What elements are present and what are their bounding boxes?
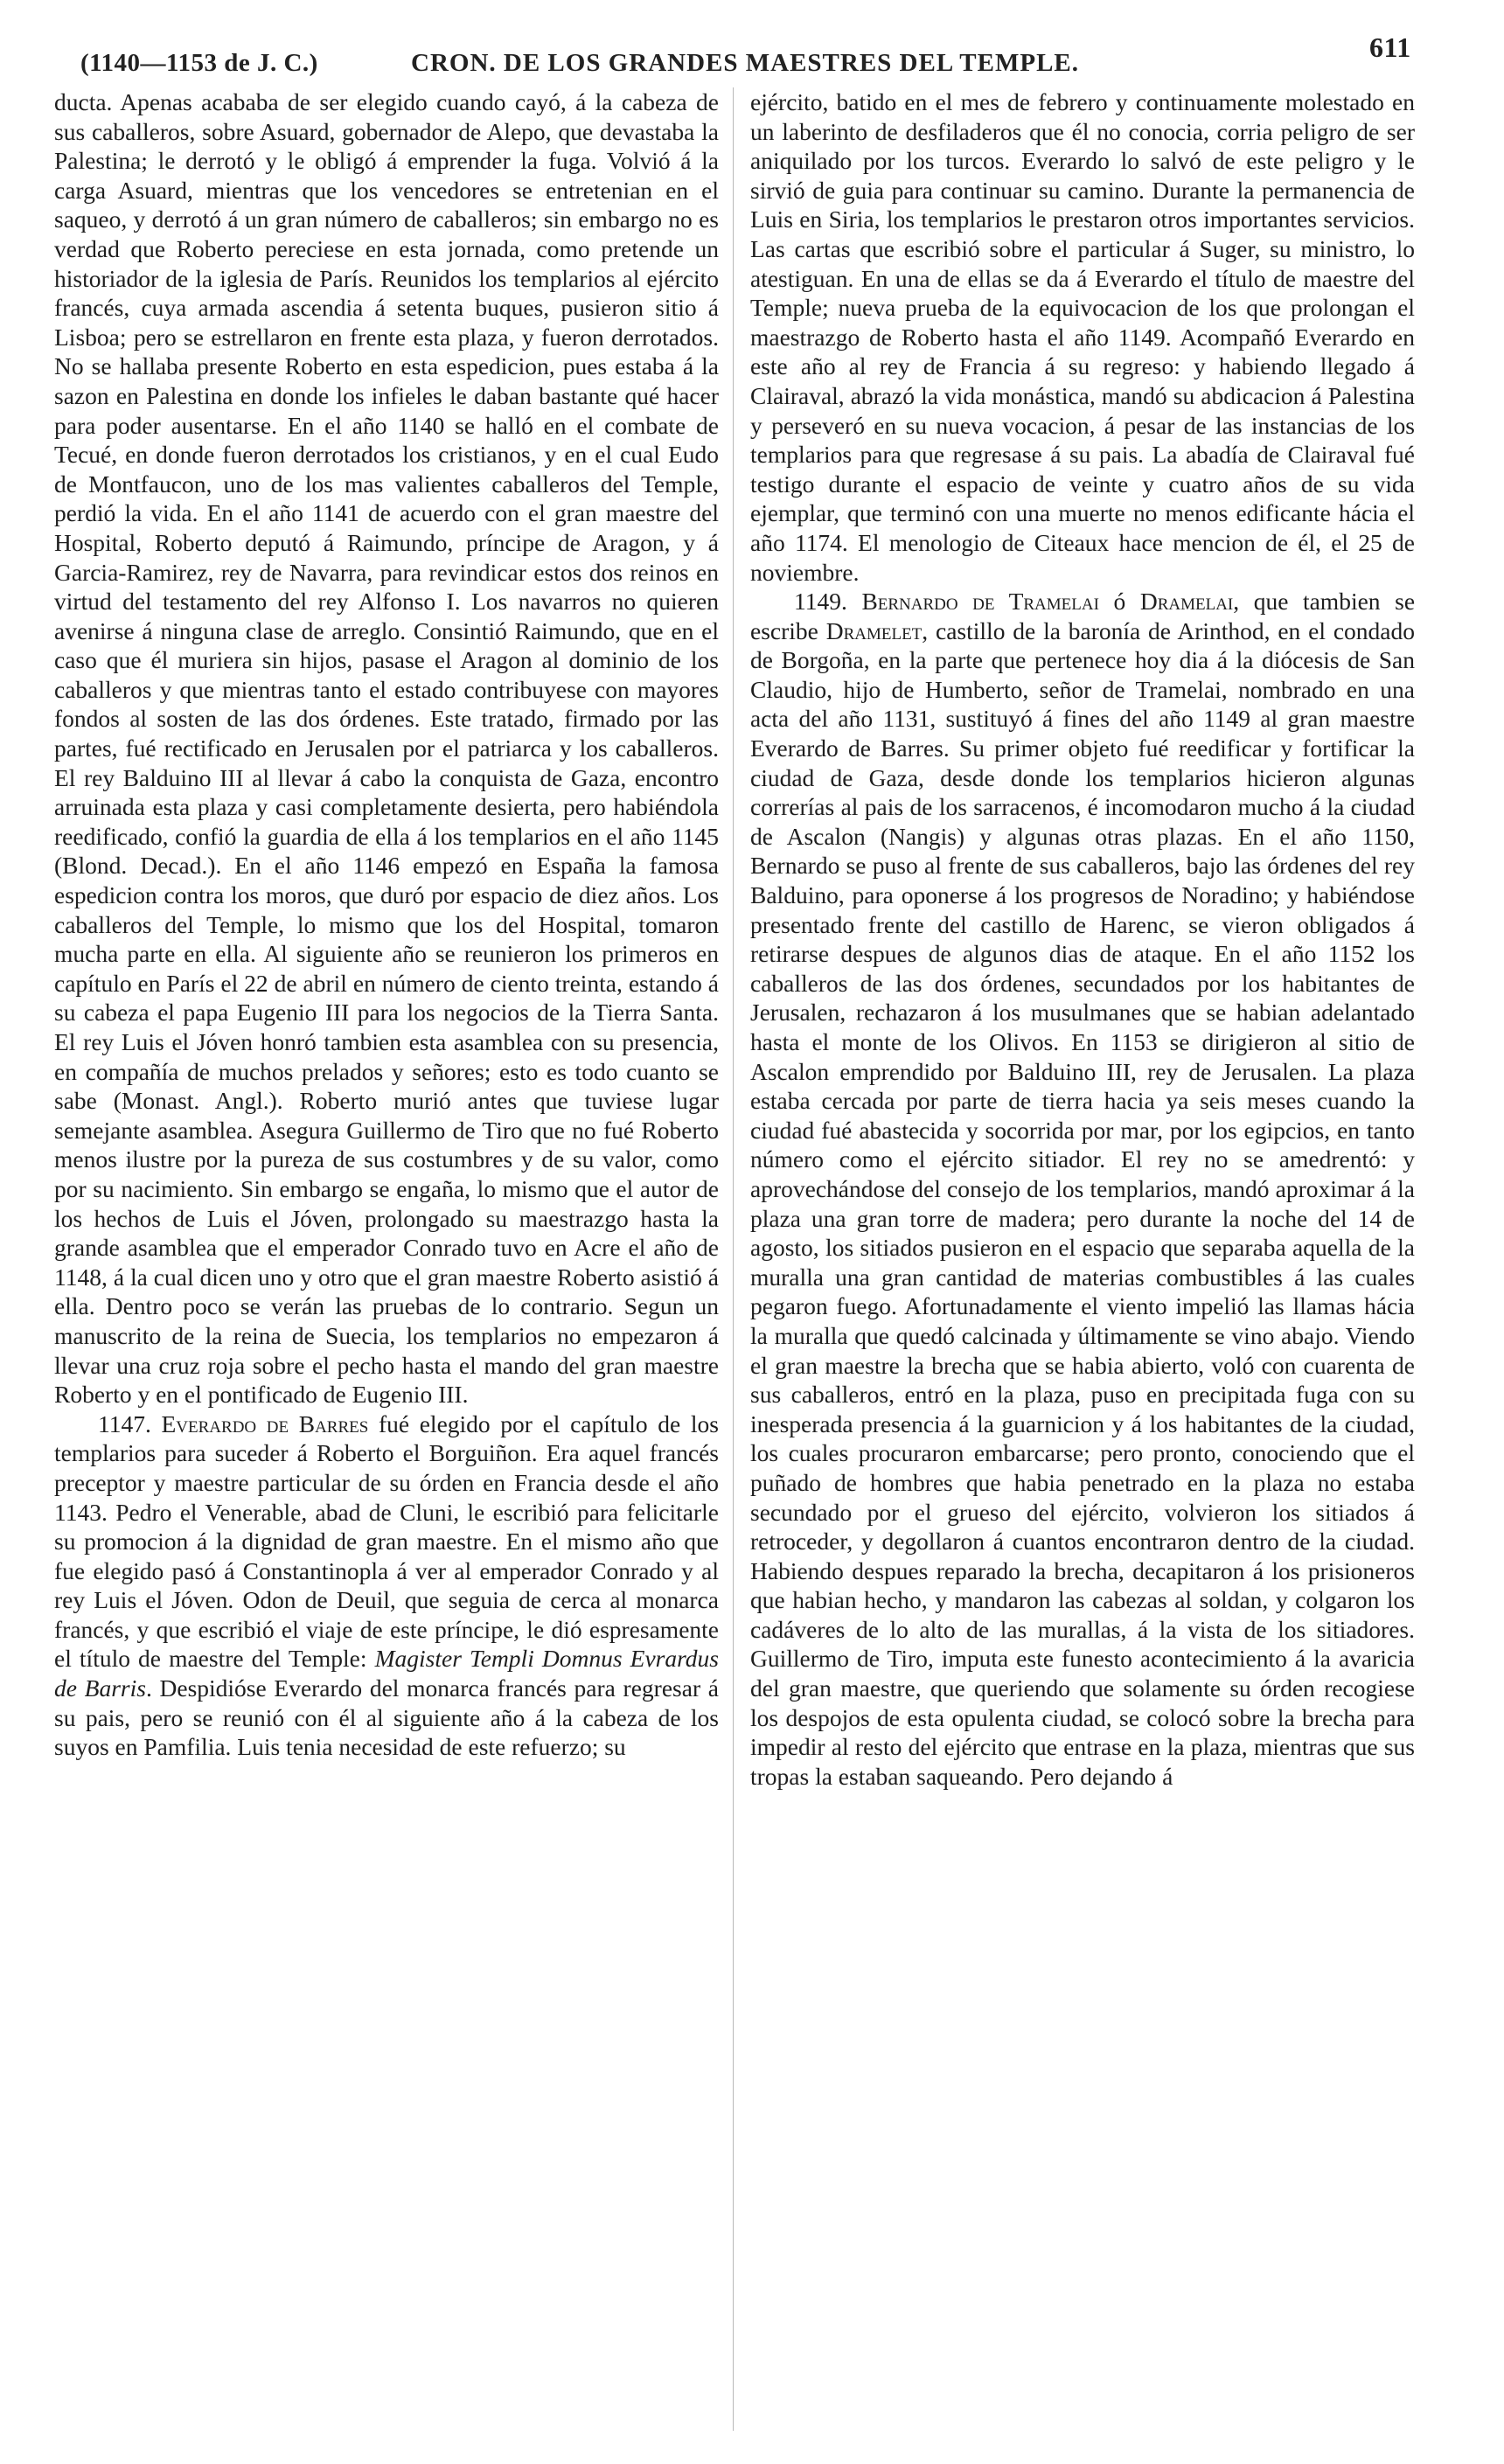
grand-master-name: Bernardo de Tramelai bbox=[861, 588, 1099, 616]
name-variant: Dramelet bbox=[825, 616, 923, 644]
latin-quote: Magister Templi Domnus Evrardus de Barris bbox=[54, 1645, 719, 1702]
paragraph-everard-continued: ejército, batido en el mes de febrero y continuamente molestado en un laberinto de desfiladeros que él no conocia, corria peligro de ser aniquilado por los turcos. Everardo lo salvó de este peligro y le sirvió de guia para continuar su camino. Durante la permanencia de Luis en Siria, los templarios le prestaron otros importantes servicios. Las cartas que escribió sobre el particular á Suger, su ministro, lo atestiguan. En una de ellas se da á Everardo el título de maestre del Temple; nueva prueba de la equivocacion de los que prolongan el maestrazgo de Roberto hasta el año 1149. Acompañó Everardo en este año al rey de Francia á su regreso: y habiendo llegado á Clairaval, abrazó la vida monástica, mandó su abdicacion á Palestina y perseveró en su nueva vocacion, á pesar de las instancias de los templarios para que regresase á su pais. La abadía de Clairaval fué testigo durante el espacio de veinte y cuatro años de su vida ejemplar, que terminó con una muerte no menos edificante hácia el año 1174. El menologio de Citeaux hace mencion de él, el 25 de noviembre. bbox=[750, 88, 1415, 586]
paragraph-text: . Despidióse Everardo del monarca francés para regresar á su pais, pero se reunió con él al siguiente año á la cabeza de los suyos en Pamfilia. Luis tenia necesidad de este refuerzo; su bbox=[54, 1674, 719, 1761]
running-head-dates: (1140—1153 de J. C.) bbox=[80, 49, 318, 77]
paragraph-robert: ducta. Apenas acababa de ser elegido cuando cayó, á la cabeza de sus caballeros, sobre Asuard, gobernador de Alepo, que devastaba la Palestina; le derrotó y le obligó á emprender la fuga. Volvió á la carga Asuard, mientras que los vencedores se entretenian en el saqueo, y derrotó á un gran número de caballeros; sin embargo no es verdad que Roberto pereciese en esta jornada, como pretende un historiador de la iglesia de París. Reunidos los templarios al ejército francés, cuya armada ascendia á setenta buques, pusieron sitio á Lisboa; pero se estrellaron en frente esta plaza, y fueron derrotados. No se hallaba presente Roberto en esta espedicion, pues estaba á la sazon en Palestina en donde los infieles le daban bastante qué hacer para poder ausentarse. En el año 1140 se halló en el combate de Tecué, en donde fueron derrotados los cristianos, y en el cual Eudo de Montfaucon, uno de los mas valientes caballeros del Temple, perdió la vida. En el año 1141 de acuerdo con el gran maestre del Hospital, Roberto deputó á Raimundo, príncipe de Aragon, y á Garcia-Ramirez, rey de Navarra, para revindicar estos dos reinos en virtud del testamento del rey Alfonso I. Los navarros no quieren avenirse á ninguna clase de arreglo. Consintió Raimundo, que en el caso que él muriera sin hijos, pasase el Aragon al dominio de los caballeros y que mientras tanto el estado contribuyese con mayores fondos al sosten de las dos órdenes. Este tratado, firmado por las partes, fué rectificado en Jerusalen por el patriarca y los caballeros. El rey Balduino III al llevar á cabo la conquista de Gaza, encontro arruinada esta plaza y casi completamente desierta, pero habiéndola reedificado, confió la guardia de ella á los templarios en el año 1145 (Blond. Decad.). En el año 1146 empezó en España la famosa espedicion contra los moros, que duró por espacio de diez años. Los caballeros del Temple, lo mismo que los del Hospital, tomaron mucha parte en ella. Al siguiente año se reunieron los primeros en capítulo en París el 22 de abril en número de ciento treinta, estando á su cabeza el papa Eugenio III para los negocios de la Tierra Santa. El rey Luis el Jóven honró tambien esta asamblea con su presencia, en compañía de muchos prelados y señores; esto es todo cuanto se sabe (Monast. Angl.). Roberto murió antes que tuviese lugar semejante asamblea. Asegura Guillermo de Tiro que no fué Roberto menos ilustre por la pureza de sus costumbres y de su valor, como por su nacimiento. Sin embargo se engaña, lo mismo que el autor de los hechos de Luis el Jóven, prolongado su maestrazgo hasta la grande asamblea que el emperador Conrado tuvo en Acre el año de 1148, á la cual dicen uno y otro que el gran maestre Roberto asistió á ella. Dentro poco se verán las pruebas de lo contrario. Segun un manuscrito de la reina de Suecia, los templarios no empezaron á llevar una cruz roja sobre el pecho hasta el mando del gran maestre Roberto y en el pontificado de Eugenio III. bbox=[54, 88, 719, 1409]
paragraph-everard bbox=[54, 1409, 719, 1762]
grand-master-name: Everardo de Barres bbox=[161, 1409, 369, 1437]
paragraph-text: , que tambien se escribe bbox=[750, 588, 1415, 644]
right-column bbox=[750, 87, 1415, 2440]
entry-year: 1147. bbox=[98, 1409, 151, 1437]
left-column bbox=[54, 87, 719, 2440]
paragraph-text: , castillo de la baronía de Arinthod, en el condado de Borgoña, en la parte que pertenece hoy dia á la diócesis de San Claudio, hijo de Humberto, señor de Tramelai, nombrado en una acta del año 1131, sustituyó á fines del año 1149 al gran maestre Everardo de Barres. Su primer objeto fué reedificar y fortificar la ciudad de Gaza, desde donde los templarios hicieron algunas correrías al pais de los sarracenos, é incomodaron mucho á la ciudad de Ascalon (Nangis) y algunas otras plazas. En el año 1150, Bernardo se puso al frente de sus caballeros, bajo las órdenes del rey Balduino, para oponerse á los progresos de Noradino; y habiéndose presentado frente del castillo de Harenc, se vieron obligados á retirarse despues de algunos dias de ataque. En el año 1152 los caballeros de las dos órdenes, secundados por los habitantes de Jerusalen, rechazaron á los musulmanes que se habian adelantado hasta el monte de los Olivos. En 1153 se dirigieron al sitio de Ascalon emprendido por Balduino III, rey de Jerusalen. La plaza estaba cercada por parte de tierra hacia ya seis meses cuando la ciudad fué abastecida y socorrida por mar, por los egipcios, en tanto número como el ejército sitiador. El rey no se amedrentó: y aprovechándose del consejo de los templarios, mandó aproximar á la plaza una gran torre de madera; pero durante la noche del 14 de agosto, los sitiados pusieron en el espacio que separaba aquella de la muralla una gran cantidad de materias combustibles á las cuales pegaron fuego. Afortunadamente el viento impelió las llamas hácia la muralla que quedó calcinada y últimamente se vino abajo. Viendo el gran maestre la brecha que se habia abierto, voló con cuarenta de sus caballeros, entró en la plaza, puso en precipitada fuga con su inesperada presencia á la guarnicion y á los habitantes de la ciudad, los cuales procuraron embarcarse; pero pronto, conociendo que el puñado de hombres que habia penetrado en la plaza no estaba secundado por el grueso del ejército, volvieron los sitiados á retroceder, y degollaron á cuantos encontraron dentro de la ciudad. Habiendo despues reparado la brecha, decapitaron á los prisioneros que habian hecho, y mandaron las cabezas al soldan, y colgaron los cadáveres de lo alto de las murallas, á la vista de los sitiadores. Guillermo de Tiro, imputa este funesto acontecimiento á la avaricia del gran maestre, que queriendo que solamente su órden recogiese los despojos de esta opulenta ciudad, se colocó sobre la brecha para impedir al resto del ejército que entrase en la plaza, mientras que sus tropas la estaban saqueando. Pero dejando á bbox=[750, 616, 1415, 1790]
column-divider bbox=[733, 87, 734, 2431]
paragraph-text: fué elegido por el capítulo de los templarios para suceder á Roberto el Borguiñon. Era aquel francés preceptor y maestre particular de su órden en Francia desde el año 1143. Pedro el Venerable, abad de Cluni, le escribió para felicitarle su promocion á la dignidad de gran maestre. En el mismo año que fue elegido pasó á Constantinopla á ver al emperador Conrado y al rey Luis el Jóven. Odon de Deuil, que seguia de cerca al monarca francés, y que escribió el viaje de este príncipe, le dió espresamente el título de maestre del Temple: bbox=[54, 1409, 719, 1673]
name-variant: Dramelai bbox=[1139, 588, 1234, 616]
paragraph-text: ó bbox=[1098, 588, 1140, 616]
entry-year: 1149. bbox=[794, 588, 847, 616]
running-head-title: CRON. DE LOS GRANDES MAESTRES DEL TEMPLE. bbox=[411, 49, 1080, 77]
paragraph-bernard bbox=[750, 587, 1415, 1791]
page-number: 611 bbox=[1369, 31, 1411, 63]
